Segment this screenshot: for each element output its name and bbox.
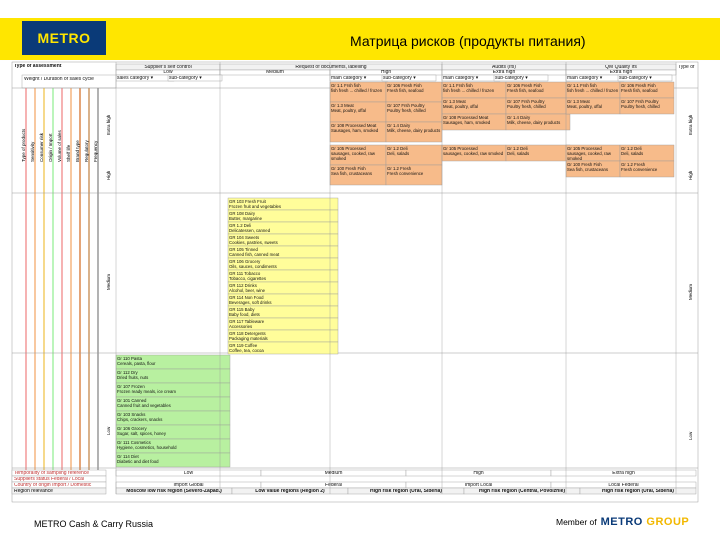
extra-high-text-4: Sausages, ham, smoked bbox=[331, 128, 379, 133]
row-label-low: Low bbox=[106, 426, 111, 435]
header-qm-label: QM Quality Ifs bbox=[605, 64, 637, 70]
medium-text-6: Tobacco, cigarettes bbox=[229, 276, 267, 281]
high-text-3: Fresh convenience bbox=[387, 171, 424, 176]
row-label-medium: Medium bbox=[106, 273, 111, 290]
extra-high-b-code-5: Gr 1.4 Dairy bbox=[507, 115, 531, 120]
header-documents-label: Request of documents, labelling bbox=[295, 64, 367, 70]
category-label-4: main category ▾ bbox=[443, 75, 479, 81]
extra-high-c-code-2: Gr 1.3 Meat bbox=[567, 99, 590, 104]
member-of-label: Member of bbox=[556, 517, 597, 527]
low-code-2: Gr 107 Frozen bbox=[117, 384, 145, 389]
extra-high-code-2: Gr 1.3 Meat bbox=[331, 103, 354, 108]
high-c-code-3: Gr 1.2 Fresh bbox=[621, 162, 646, 167]
bottom-region-col-label-2: Import Local bbox=[464, 482, 493, 488]
low-text-5: Sugar, salt, spices, honey bbox=[117, 431, 166, 436]
high-code-2: Gr 100 Fresh Fish bbox=[331, 166, 366, 171]
medium-text-0: Frozen fruit and vegetables bbox=[229, 204, 282, 209]
medium-text-4: Canned fish, canned meat bbox=[229, 252, 280, 257]
extra-high-c-code-1: Gr 106 Fresh Fish bbox=[621, 83, 656, 88]
extra-high-code-3: Gr 107 Frsh Poultry bbox=[387, 103, 425, 108]
medium-text-5: Oils, sauces, condiments bbox=[229, 264, 277, 269]
bottom-level-label-2: High bbox=[473, 470, 484, 476]
category-label-2: main category ▾ bbox=[331, 75, 367, 81]
category-label-0: sales category ▾ bbox=[117, 75, 154, 81]
bottom-region-detail-4: High risk region (Ural, Siberia) bbox=[602, 488, 674, 494]
left-vertical-label-6: Brand type bbox=[75, 140, 80, 162]
right-label-1: High bbox=[688, 170, 693, 180]
right-label-0: Extra high bbox=[688, 114, 693, 135]
medium-code-10: GR 117 Tableware bbox=[229, 319, 265, 324]
high-b-text-0: sausages, cooked, raw smoked bbox=[443, 151, 504, 156]
extra-high-b-code-1: Gr 106 Fresh Fish bbox=[507, 83, 542, 88]
extra-high-c-code-3: Gr 107 Frsh Poultry bbox=[621, 99, 659, 104]
row-label-extra-high: Extra high bbox=[106, 114, 111, 135]
high-b-code-0: Gr 105 Processed bbox=[443, 146, 478, 151]
high-c-code-2: Gr 100 Fresh Fish bbox=[567, 162, 602, 167]
bottom-region-detail-2: High risk region (Ural, Siberia) bbox=[370, 488, 442, 494]
medium-code-0: GR 103 Fresh Fruit bbox=[229, 199, 266, 204]
bottom-region-col-label-1: Federal bbox=[325, 482, 342, 488]
high-code-1: Gr 1.2 Deli bbox=[387, 146, 408, 151]
high-b-text-1: Deli, salads bbox=[507, 151, 530, 156]
level-label-4: Extra high bbox=[609, 70, 633, 75]
extra-high-code-0: Gr 1.1 Frsh fish bbox=[331, 83, 361, 88]
bottom-row-label-3: Region relevance bbox=[14, 488, 53, 494]
metro-group-word: METRO bbox=[600, 516, 643, 528]
medium-code-5: GR 106 Grocery bbox=[229, 259, 261, 264]
extra-high-text-0: fish fresh ... chilled / frozen bbox=[331, 88, 383, 93]
medium-code-9: GR 115 Baby bbox=[229, 307, 255, 312]
extra-high-b-text-5: Milk, cheese, dairy products bbox=[507, 120, 561, 125]
medium-code-12: GR 119 Coffee bbox=[229, 343, 258, 348]
left-vertical-label-3: Origin / Import bbox=[48, 133, 53, 162]
bottom-region-detail-3: High risk region (Central, Povolzhie) bbox=[478, 488, 566, 494]
bottom-level-label-1: Medium bbox=[324, 470, 343, 476]
category-label-6: main category ▾ bbox=[567, 75, 603, 81]
medium-text-10: Accessories bbox=[229, 324, 253, 329]
low-code-5: Gr 106 Grocery bbox=[117, 426, 147, 431]
extra-high-c-text-2: Meat, poultry, offal bbox=[567, 104, 602, 109]
high-c-code-1: Gr 1.2 Deli bbox=[621, 146, 642, 151]
high-text-2: Sea fish, crustaceans bbox=[331, 171, 373, 176]
level-label-3: Extra high bbox=[492, 70, 516, 75]
medium-text-7: Alcohol, beer, wine bbox=[229, 288, 266, 293]
top-left-header: Type of assessment bbox=[14, 64, 62, 69]
medium-code-1: GR 108 Dairy bbox=[229, 211, 256, 216]
left-vertical-label-2: Consumer risk bbox=[39, 132, 44, 162]
extra-high-code-5: Gr 1.4 Dairy bbox=[387, 123, 411, 128]
category-label-3: sub-category ▾ bbox=[383, 75, 416, 81]
left-vertical-label-4: Volume of sales bbox=[57, 130, 62, 162]
medium-code-3: GR 104 Sweets bbox=[229, 235, 260, 240]
extra-high-code-1: Gr 106 Fresh Fish bbox=[387, 83, 422, 88]
footer-company: METRO Cash & Carry Russia bbox=[34, 519, 154, 529]
left-vertical-label-1: Sensitivity bbox=[30, 141, 35, 162]
medium-text-11: Packaging materials bbox=[229, 336, 268, 341]
low-code-1: Gr 112 Dry bbox=[117, 370, 138, 375]
low-text-1: Dried fruits, nuts bbox=[117, 375, 149, 380]
medium-text-2: Delicatessen, canned bbox=[229, 228, 271, 233]
left-vertical-label-5: Shelf life bbox=[66, 144, 71, 162]
extra-high-b-code-2: Gr 1.3 Meat bbox=[443, 99, 466, 104]
left-vertical-label-0: Type of products bbox=[21, 128, 26, 162]
bottom-region-detail-0: Moscow low risk region (Severo-Zapad.) bbox=[126, 488, 222, 494]
low-code-0: Gr 110 Pasta bbox=[117, 356, 142, 361]
extra-high-b-code-3: Gr 107 Frsh Poultry bbox=[507, 99, 545, 104]
medium-code-6: GR 111 Tobacco bbox=[229, 271, 261, 276]
left-header-label: Weight / Duration of sales cycle bbox=[24, 77, 94, 82]
high-c-text-1: Deli, salads bbox=[621, 151, 644, 156]
low-text-7: Diabetic and diet food bbox=[117, 459, 159, 464]
bottom-row-label-0: Temporality of sampling reference bbox=[14, 470, 90, 476]
medium-text-9: Baby food, diets bbox=[229, 312, 260, 317]
extra-high-c-text-1: Fresh fish, seafood bbox=[621, 88, 658, 93]
high-b-code-1: Gr 1.2 Deli bbox=[507, 146, 528, 151]
low-text-6: Hygiene, cosmetics, household bbox=[117, 445, 177, 450]
low-text-2: Frozen ready meals, ice cream bbox=[117, 389, 176, 394]
extra-high-text-3: Poultry fresh, chilled bbox=[387, 108, 426, 113]
extra-high-text-1: Fresh fish, seafood bbox=[387, 88, 424, 93]
extra-high-text-5: Milk, cheese, dairy products bbox=[387, 128, 441, 133]
medium-code-8: GR 114 Non Food bbox=[229, 295, 264, 300]
extra-high-b-text-0: fish fresh ... chilled / frozen bbox=[443, 88, 495, 93]
high-c-text-2: Sea fish, crustaceans bbox=[567, 167, 609, 172]
header-supplier-label: Supplier's self control bbox=[144, 64, 192, 70]
extra-high-b-text-1: Fresh fish, seafood bbox=[507, 88, 544, 93]
header-audit-label: Audits (Ifs) bbox=[492, 64, 516, 70]
metro-group-logo bbox=[601, 516, 690, 528]
high-code-0: Gr 105 Processed bbox=[331, 146, 366, 151]
bottom-row-label-2: Country of origin Import / Domestic bbox=[14, 482, 92, 488]
level-label-1: Medium bbox=[266, 70, 284, 75]
low-code-3: Gr 101 Canned bbox=[117, 398, 147, 403]
high-c-text-3: Fresh convenience bbox=[621, 167, 658, 172]
group-word: GROUP bbox=[642, 516, 690, 528]
extra-high-text-2: Meat, poultry, offal bbox=[331, 108, 366, 113]
extra-high-b-code-4: Gr 108 Processed Meat bbox=[443, 115, 489, 120]
high-c-code-0: Gr 105 Processed bbox=[567, 146, 602, 151]
row-label-high: High bbox=[106, 170, 111, 180]
extra-high-code-4: Gr 108 Processed Meat bbox=[331, 123, 377, 128]
metro-logo: METRO bbox=[22, 21, 106, 55]
category-label-1: sub-category ▾ bbox=[169, 75, 202, 81]
level-label-2: High bbox=[380, 70, 392, 75]
right-label-3: Low bbox=[688, 431, 693, 440]
extra-high-c-text-3: Poultry fresh, chilled bbox=[621, 104, 660, 109]
bottom-region-detail-1: Low value regions (Region 2) bbox=[255, 488, 325, 494]
medium-code-11: GR 118 Detergents bbox=[229, 331, 266, 336]
page-title: Матрица рисков (продукты питания) bbox=[350, 33, 586, 49]
low-code-7: Gr 114 Diet bbox=[117, 454, 139, 459]
category-label-7: sub-category ▾ bbox=[619, 75, 652, 81]
bottom-region-col-label-3: Local Federal bbox=[608, 482, 639, 488]
low-code-6: Gr 111 Cosmetics bbox=[117, 440, 151, 445]
level-label-0: Low bbox=[163, 70, 173, 75]
category-label-5: sub-category ▾ bbox=[495, 75, 528, 81]
low-text-4: Chips, crackers, snacks bbox=[117, 417, 163, 422]
extra-high-b-text-4: Sausages, ham, smoked bbox=[443, 120, 491, 125]
bottom-region-col-label-0: Import Global bbox=[173, 482, 204, 488]
bottom-row-label-1: Suppliers status Federal / Local bbox=[14, 476, 85, 482]
low-code-4: Gr 103 Snacks bbox=[117, 412, 146, 417]
right-label-2: Medium bbox=[688, 283, 693, 300]
header-type: Type of bbox=[678, 64, 695, 70]
low-text-3: Canned fruit and vegetables bbox=[117, 403, 171, 408]
high-code-3: Gr 1.2 Fresh bbox=[387, 166, 412, 171]
high-c-text-0: sausages, cooked, raw smoked bbox=[567, 151, 611, 162]
low-text-0: Cereals, pasta, flour bbox=[117, 361, 156, 366]
medium-text-8: Beverages, soft drinks bbox=[229, 300, 272, 305]
extra-high-c-code-0: Gr 1.1 Frsh fish bbox=[567, 83, 597, 88]
left-vertical-label-8: Frequency bbox=[93, 140, 98, 162]
extra-high-b-text-3: Poultry fresh, chilled bbox=[507, 104, 546, 109]
extra-high-c-text-0: fish fresh ... chilled / frozen bbox=[567, 88, 619, 93]
bottom-level-label-3: Extra high bbox=[612, 470, 635, 476]
high-text-1: Deli, salads bbox=[387, 151, 410, 156]
left-vertical-label-7: Regulatory bbox=[84, 140, 89, 162]
medium-text-12: Coffee, tea, cocoa bbox=[229, 348, 264, 353]
extra-high-b-text-2: Meat, poultry, offal bbox=[443, 104, 478, 109]
medium-code-4: GR 105 Tinned bbox=[229, 247, 258, 252]
footer-membership bbox=[556, 516, 689, 528]
high-text-0: sausages, cooked, raw smoked bbox=[331, 151, 375, 162]
extra-high-b-code-0: Gr 1.1 Frsh fish bbox=[443, 83, 473, 88]
medium-code-7: GR 112 Drinks bbox=[229, 283, 257, 288]
medium-text-3: Cookies, pastries, sweets bbox=[229, 240, 278, 245]
bottom-level-label-0: Low bbox=[183, 470, 194, 476]
medium-text-1: Butter, margarine bbox=[229, 216, 262, 221]
medium-code-2: GR 1.2 Deli bbox=[229, 223, 252, 228]
